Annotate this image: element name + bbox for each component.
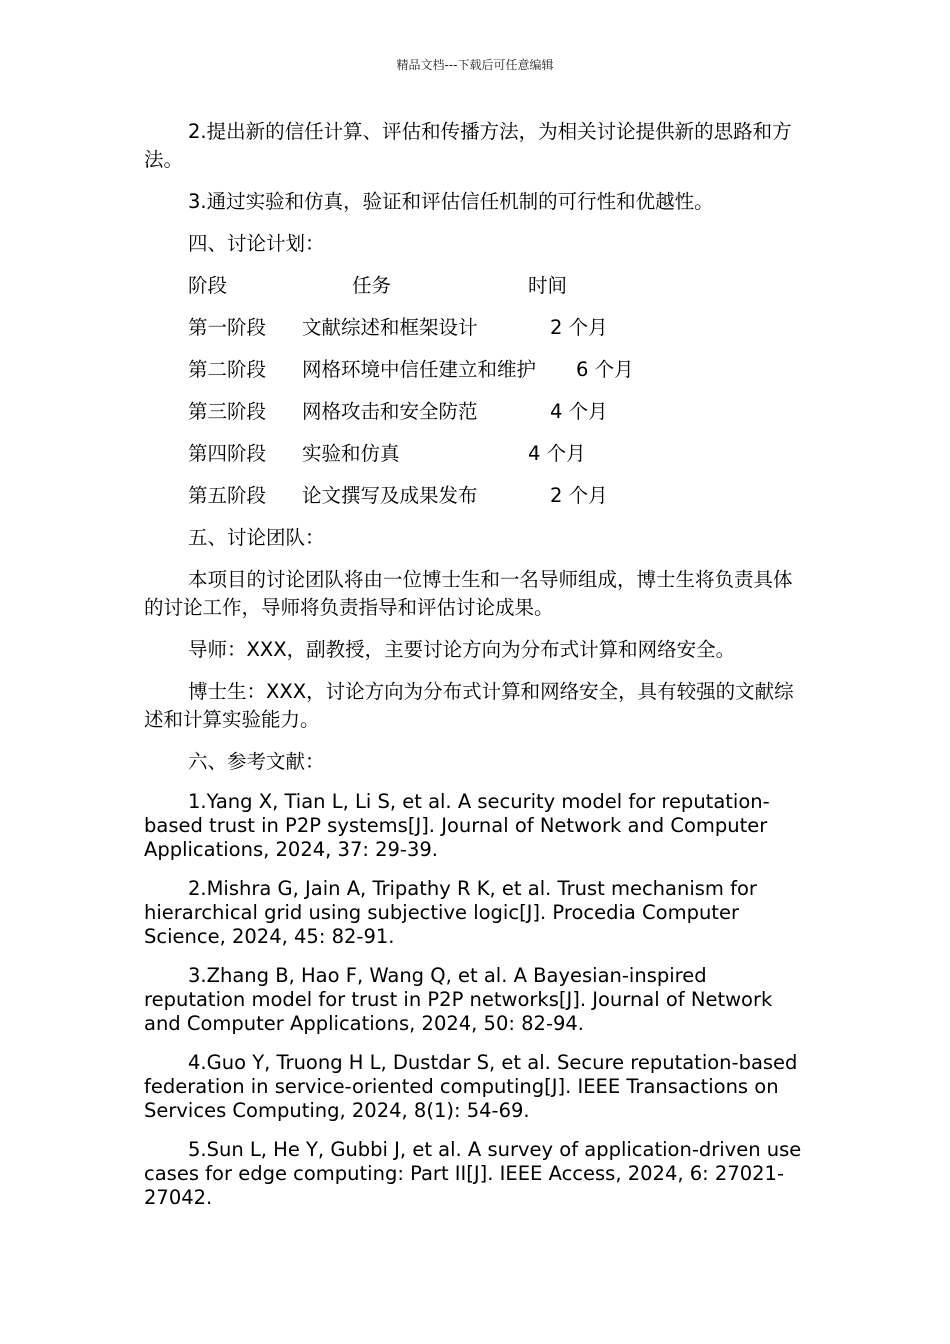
plan-task: 网格攻击和安全防范 bbox=[302, 400, 478, 423]
plan-row bbox=[144, 314, 806, 342]
reference-item: 4.Guo Y, Truong H L, Dustdar S, et al. Secure reputation-based federation in service-oriented computing[J]. IEEE Transactions on Services Computing, 2024, 8(1): 54-69. bbox=[144, 1051, 798, 1122]
plan-col-stage: 阶段 bbox=[188, 274, 228, 297]
plan-task: 实验和仿真 bbox=[302, 442, 400, 465]
plan-stage: 第四阶段 bbox=[188, 442, 267, 465]
plan-duration: 2 个月 bbox=[550, 316, 608, 339]
plan-row bbox=[144, 440, 806, 468]
reference-item: 3.Zhang B, Hao F, Wang Q, et al. A Bayesian-inspired reputation model for trust in P2P networks[J]. Journal of Network and Computer Applications, 2024, 50: 82-94. bbox=[144, 964, 773, 1035]
plan-stage: 第二阶段 bbox=[188, 358, 267, 381]
section-heading-team: 五、讨论团队： bbox=[188, 526, 325, 549]
plan-stage: 第五阶段 bbox=[188, 484, 267, 507]
plan-stage: 第一阶段 bbox=[188, 316, 267, 339]
reference-item: 1.Yang X, Tian L, Li S, et al. A security model for reputation-based trust in P2P systems[J]. Journal of Network and Computer Applications, 2024, 37: 29-39. bbox=[144, 790, 770, 861]
plan-row bbox=[144, 482, 806, 510]
plan-row bbox=[144, 398, 806, 426]
document-body bbox=[144, 118, 806, 1225]
plan-duration: 4 个月 bbox=[550, 400, 608, 423]
page-header: 精品文档---下载后可任意编辑 bbox=[396, 58, 554, 72]
paragraph-objective-3: 3.通过实验和仿真，验证和评估信任机制的可行性和优越性。 bbox=[188, 190, 714, 213]
plan-task: 论文撰写及成果发布 bbox=[302, 484, 478, 507]
plan-row bbox=[144, 356, 806, 384]
plan-duration: 6 个月 bbox=[576, 358, 634, 381]
plan-duration: 4 个月 bbox=[528, 442, 586, 465]
plan-table-header bbox=[144, 272, 806, 300]
paragraph-phd-student: 博士生：XXX，讨论方向为分布式计算和网络安全，具有较强的文献综述和计算实验能力。 bbox=[144, 680, 794, 731]
paragraph-advisor: 导师：XXX，副教授，主要讨论方向为分布式计算和网络安全。 bbox=[188, 638, 736, 661]
plan-stage: 第三阶段 bbox=[188, 400, 267, 423]
plan-col-task: 任务 bbox=[352, 274, 392, 297]
reference-item: 2.Mishra G, Jain A, Tripathy R K, et al. Trust mechanism for hierarchical grid using subjective logic[J]. Procedia Computer Science, 2024, 45: 82-91. bbox=[144, 877, 757, 948]
section-heading-references: 六、参考文献： bbox=[188, 750, 325, 773]
plan-duration: 2 个月 bbox=[550, 484, 608, 507]
reference-item: 5.Sun L, He Y, Gubbi J, et al. A survey of application-driven use cases for edge computing: Part II[J]. IEEE Access, 2024, 6: 27021-27042. bbox=[144, 1138, 802, 1209]
plan-col-time: 时间 bbox=[528, 274, 568, 297]
section-heading-plan: 四、讨论计划： bbox=[188, 232, 325, 255]
plan-task: 网格环境中信任建立和维护 bbox=[302, 358, 537, 381]
paragraph-objective-2: 2.提出新的信任计算、评估和传播方法，为相关讨论提供新的思路和方法。 bbox=[144, 120, 792, 171]
paragraph-team-intro: 本项目的讨论团队将由一位博士生和一名导师组成，博士生将负责具体的讨论工作，导师将负责指导和评估讨论成果。 bbox=[144, 568, 793, 619]
plan-task: 文献综述和框架设计 bbox=[302, 316, 478, 339]
